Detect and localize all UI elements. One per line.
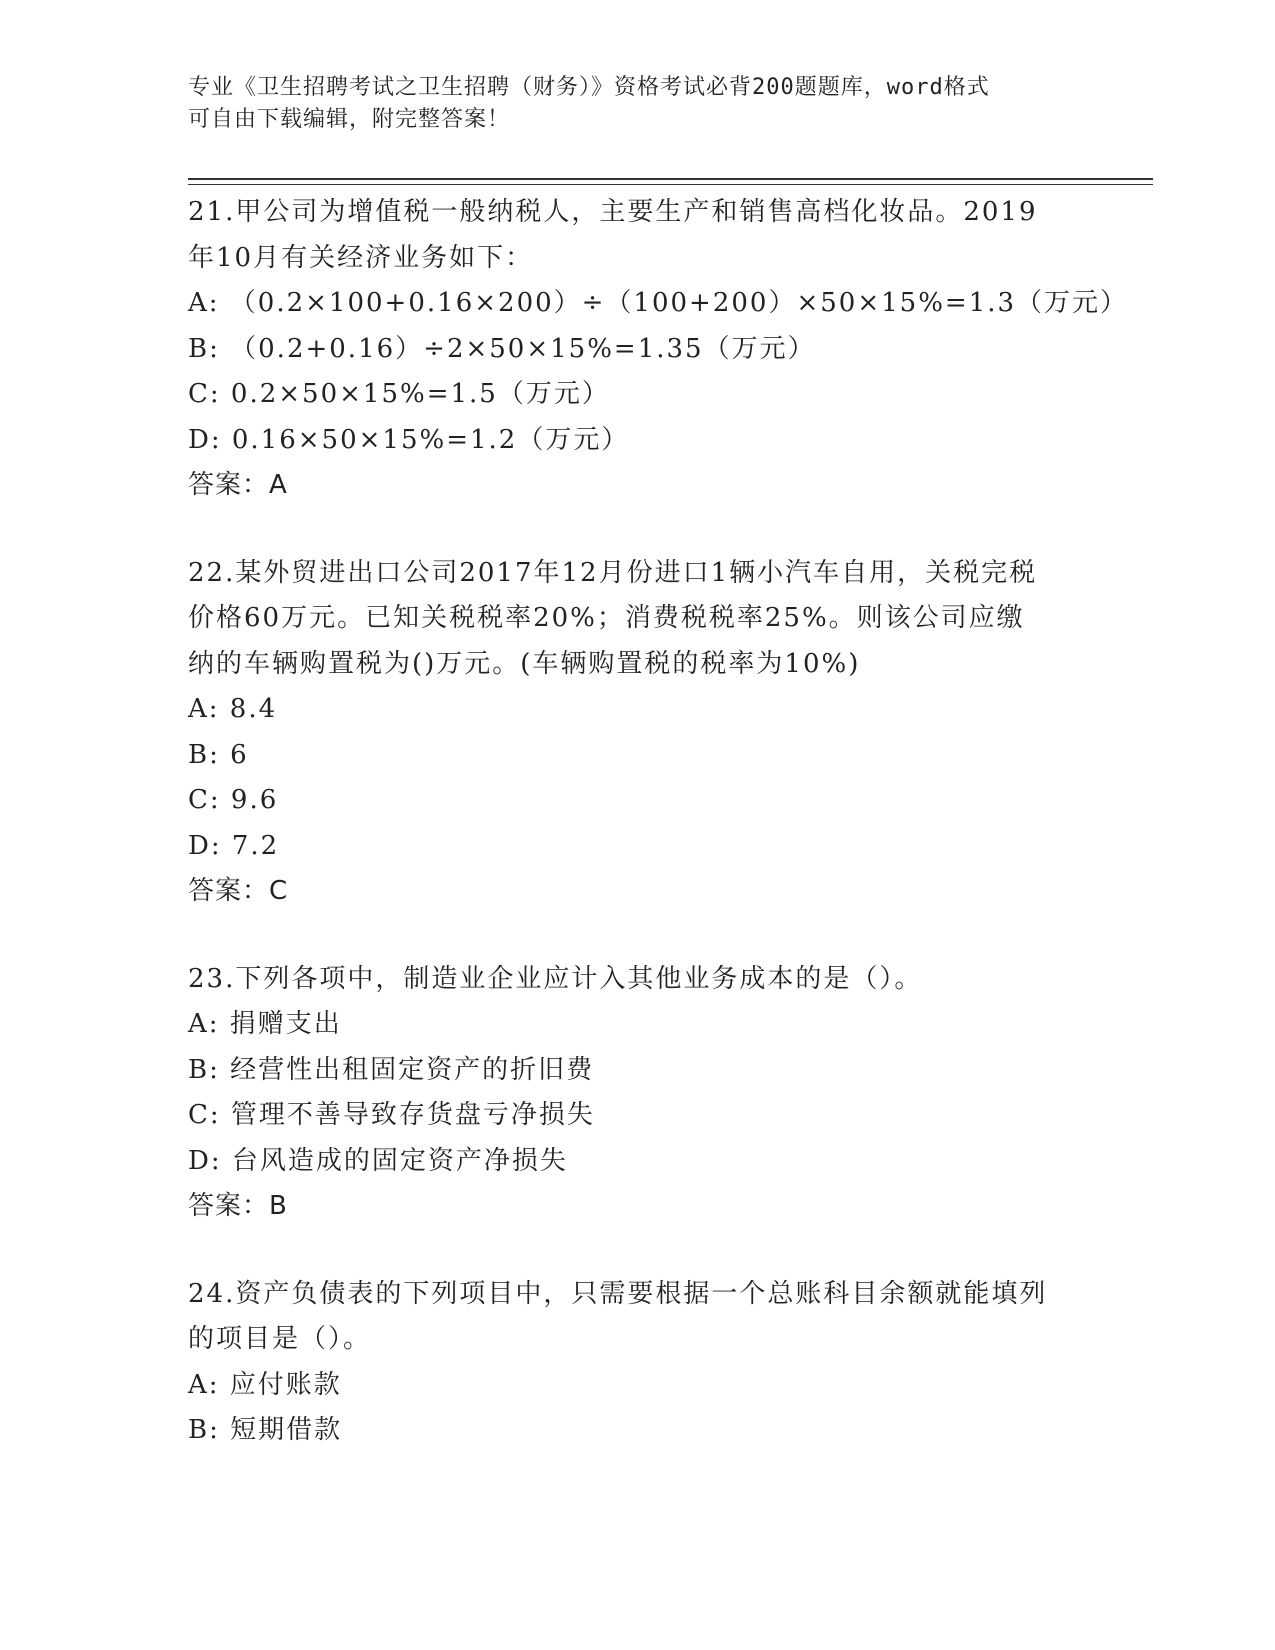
question-line: 年10月有关经济业务如下： <box>188 242 534 273</box>
header-line-2: 可自由下载编辑，附完整答案！ <box>188 107 511 132</box>
option-a: A: （0.2×100+0.16×200）÷（100+200）×50×15%=1.3（万元） <box>188 288 1129 318</box>
option-c: C: 管理不善导致存货盘亏净损失 <box>188 1100 595 1130</box>
option-c: C: 0.2×50×15%=1.5（万元） <box>188 379 610 409</box>
question-line: 价格60万元。已知关税税率20%；消费税税率25%。则该公司应缴 <box>188 603 1025 633</box>
option-b: B: 6 <box>188 739 249 770</box>
question-line: 22.某外贸进出口公司2017年12月份进口1辆小汽车自用，关税完税 <box>188 557 1038 588</box>
question-text <box>188 957 1068 1003</box>
option-b: B: 经营性出租固定资产的折旧费 <box>188 1054 595 1085</box>
question-text <box>188 1272 1068 1363</box>
question-line: 23.下列各项中，制造业企业应计入其他业务成本的是（）。 <box>188 963 923 994</box>
question-text <box>188 190 1068 281</box>
option-c: C: 9.6 <box>188 785 279 815</box>
option-a: A: 应付账款 <box>188 1369 342 1400</box>
question-22 <box>188 551 1088 915</box>
option-a: A: 8.4 <box>188 694 278 724</box>
question-21 <box>188 190 1129 509</box>
header-divider-thin <box>188 184 1153 185</box>
answer: 答案：A <box>188 470 288 500</box>
question-line: 纳的车辆购置税为()万元。(车辆购置税的税率为10%) <box>188 648 861 679</box>
option-d: D: 台风造成的固定资产净损失 <box>188 1145 568 1176</box>
document-header <box>188 72 1068 136</box>
question-list <box>188 190 1129 1496</box>
option-d: D: 0.16×50×15%=1.2（万元） <box>188 424 630 455</box>
answer: 答案：C <box>188 876 289 906</box>
header-line-1: 专业《卫生招聘考试之卫生招聘（财务）》资格考试必背200题题库，word格式 <box>188 75 990 100</box>
question-line: 21.甲公司为增值税一般纳税人，主要生产和销售高档化妆品。2019 <box>188 197 1038 227</box>
answer: 答案：B <box>188 1191 288 1221</box>
option-b: B: （0.2+0.16）÷2×50×15%=1.35（万元） <box>188 333 816 364</box>
question-line: 24.资产负债表的下列项目中，只需要根据一个总账科目余额就能填列 <box>188 1278 1048 1309</box>
question-23 <box>188 957 1088 1230</box>
question-24 <box>188 1272 1088 1454</box>
question-text <box>188 551 1068 688</box>
header-divider-thick <box>188 178 1153 180</box>
option-d: D: 7.2 <box>188 830 280 861</box>
option-a: A: 捐赠支出 <box>188 1009 342 1039</box>
question-line: 的项目是（）。 <box>188 1324 372 1354</box>
option-b: B: 短期借款 <box>188 1415 343 1445</box>
